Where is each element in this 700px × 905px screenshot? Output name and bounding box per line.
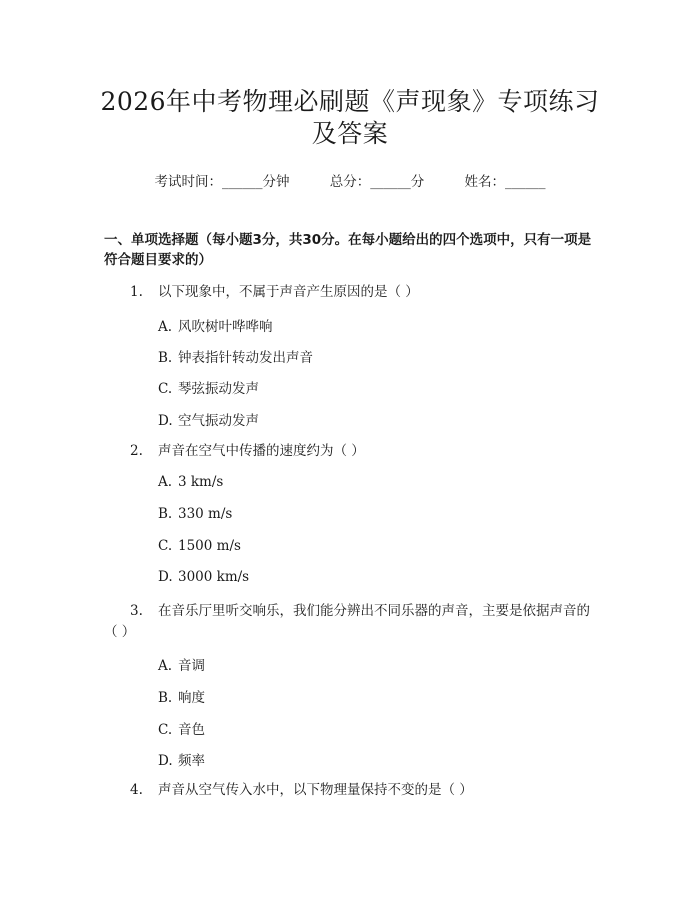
exam-info <box>0 170 700 190</box>
option-2b: B. 330 m/s <box>158 506 233 522</box>
question-text: 声音在空气中传播的速度约为（ ） <box>158 443 365 459</box>
option-2c: C. 1500 m/s <box>158 538 241 554</box>
name-label: 姓名： <box>464 174 506 190</box>
name-blank: ______ <box>505 174 546 190</box>
total-score-field <box>330 174 425 190</box>
option-1d: D. 空气振动发声 <box>158 413 259 429</box>
time-label: 考试时间： <box>154 174 222 190</box>
question-3-cont: （ ） <box>104 624 136 640</box>
option-3d: D. 频率 <box>158 753 205 769</box>
option-3c: C. 音色 <box>158 722 205 738</box>
question-3 <box>130 601 590 621</box>
option-2d: D. 3000 km/s <box>158 569 250 585</box>
option-3a: A. 音调 <box>158 658 205 674</box>
time-unit: 分钟 <box>262 174 290 190</box>
option-1a: A. 风吹树叶哗哗响 <box>158 319 273 335</box>
exam-time-field <box>154 174 289 190</box>
question-1 <box>130 282 419 302</box>
question-number: 1. <box>130 284 143 300</box>
score-label: 总分： <box>329 174 371 190</box>
option-1c: C. 琴弦振动发声 <box>158 381 259 397</box>
question-2 <box>130 441 365 461</box>
option-2a: A. 3 km/s <box>158 474 224 490</box>
page-title-line1: 2026年中考物理必刷题《声现象》专项练习 <box>100 87 600 116</box>
score-unit: 分 <box>410 174 425 190</box>
page-title-line2: 及答案 <box>311 119 389 148</box>
question-number: 3. <box>130 603 143 619</box>
question-text: 声音从空气传入水中，以下物理量保持不变的是（ ） <box>158 782 473 798</box>
question-text-line1: 在音乐厅里听交响乐，我们能分辨出不同乐器的声音，主要是依据声音的 <box>158 603 590 619</box>
score-blank: ______ <box>370 174 411 190</box>
section-heading: 一、单项选择题（每小题3分，共30分。在每小题给出的四个选项中，只有一项是符合题目要求的） <box>104 232 592 268</box>
option-3b: B. 响度 <box>158 690 205 706</box>
time-blank: ______ <box>221 174 263 190</box>
name-field <box>465 174 546 190</box>
question-4 <box>130 780 473 800</box>
question-number: 4. <box>130 782 143 798</box>
question-text: 以下现象中，不属于声音产生原因的是（ ） <box>158 284 419 300</box>
question-number: 2. <box>130 443 143 459</box>
option-1b: B. 钟表指针转动发出声音 <box>158 350 313 366</box>
